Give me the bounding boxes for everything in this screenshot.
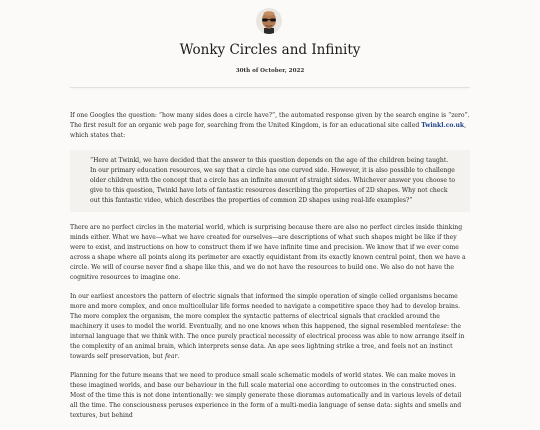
paragraph-3-text-b: : the internal language that we think with. The once purely practical necessity of electrical process was able to now arrange itself in the complexity of an animal brain, which interprets sense data. An ape sees lightning strike a tree, and feels not an instinct towards self preservation, but — [70, 323, 465, 360]
twinkl-quote: “Here at Twinkl, we have decided that the answer to this question depends on the age of the children being taught. In our primary education resources, we say that a circle has one curved side. However, it is also possible to challenge older children with the concept that a circle has an infinite amount of straight sides. Whichever answer you choose to give to this question, Twinkl have lots of fantastic resources describing the properties of 2D shapes. Why not check out this fantastic video, which describes the properties of common 2D shapes using real-life examples?” — [70, 150, 470, 212]
paragraph-1 — [70, 111, 470, 141]
paragraph-3-text-a: In our earliest ancestors the pattern of electric signals that informed the simple operation of single celled organisms became more and more complex, and once multicellular life forms needed to navigate a competitive space they had to develop brains. The more complex the organism, the more complex the syntactic patterns of electrical signals that crackled around the machinery it uses to model the world. Eventually, and no one knows when this happened, the signal resembled — [70, 293, 461, 330]
mentalese-emphasis: mentalese — [415, 323, 447, 330]
header-divider — [70, 87, 470, 88]
paragraph-1-text-b: , which states that: — [70, 122, 467, 139]
paragraph-3 — [70, 292, 470, 362]
page-title: Wonky Circles and Infinity — [179, 42, 361, 58]
bald-man-sunglasses-avatar-icon[interactable] — [256, 8, 282, 34]
fear-emphasis: fear — [164, 353, 178, 360]
twinkl-link[interactable]: Twinkl.co.uk — [421, 122, 465, 129]
paragraph-3-text-c: . — [177, 353, 180, 360]
paragraph-2: There are no perfect circles in the material world, which is surprising because there are also no perfect circles inside thinking minds either. What we have—what we have created for ourselves—are descriptions of what such shapes might be like if they were to exist, and instructions on how to construct them if we have infinite time and precision. We know that if we ever come across a shape where all points along its perimeter are exactly equidistant from its exactly known central point, then we have a circle. We will of course never find a shape like this, and we do not have the resources to build one. We also do not have the cognitive resources to imagine one. — [70, 224, 466, 281]
post-date: 30th of October, 2022 — [235, 68, 305, 74]
article-body — [70, 111, 470, 430]
paragraph-1-text-a: If one Googles the question: “how many sides does a circle have?”, the automated response given by the search engine is “zero”. The first result for an organic web page for, searching from the United Kingdom, is for an educational site called — [70, 112, 470, 129]
paragraph-4: Planning for the future means that we need to produce small scale schematic models of world states. We can make moves in these imagined worlds, and base our behaviour in the full scale material one according to outcomes in the constructed ones. Most of the time this is not done intentionally: we simply generate these dioramas automatically and in various levels of detail all the time. The consciousness peruses experience in the form of a multi-media language of sense data: sights and smells and textures, but behind — [70, 372, 462, 419]
